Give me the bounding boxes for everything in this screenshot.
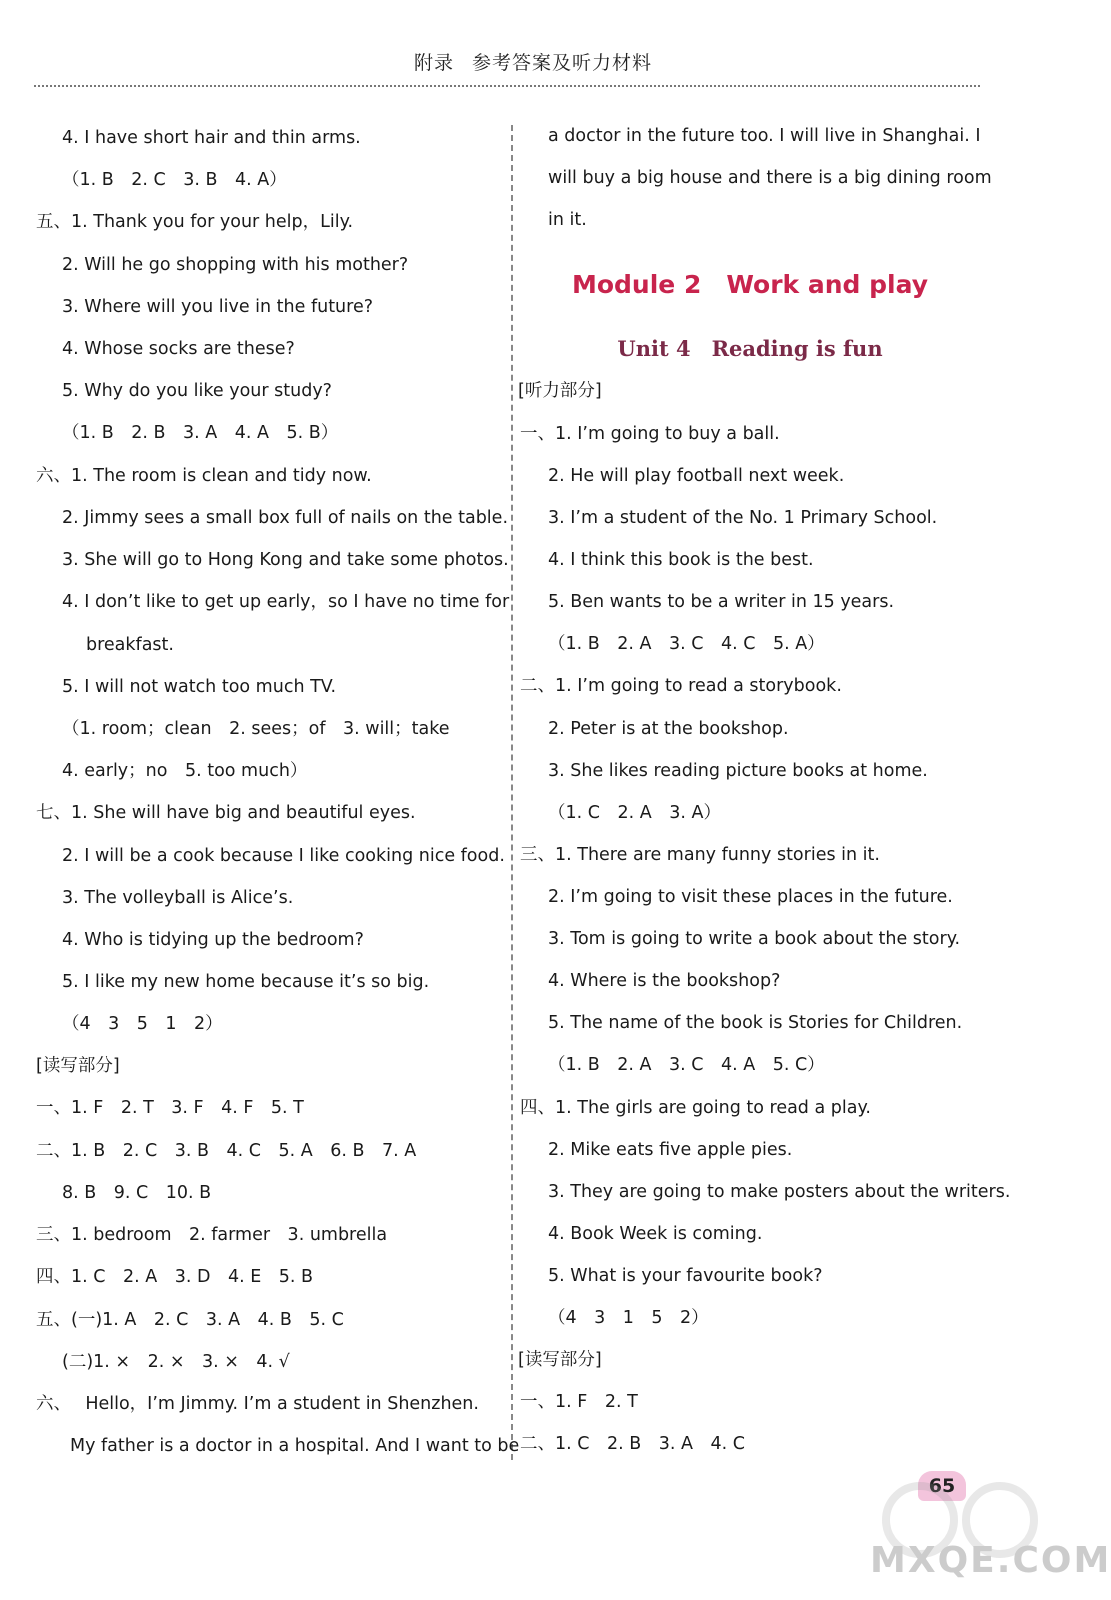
answer-line: 5. The name of the book is Stories for Children.: [548, 1013, 963, 1033]
answer-line: 4. Where is the bookshop?: [548, 971, 781, 991]
section-heading: 四、1. C 2. A 3. D 4. E 5. B: [36, 1267, 314, 1287]
part-heading: [读写部分]: [518, 1350, 602, 1370]
answer-line: 3. Where will you live in the future?: [62, 297, 374, 317]
section-heading: 二、1. I’m going to read a storybook.: [520, 676, 842, 696]
section-heading: 六、 Hello，I’m Jimmy. I’m a student in Shenzhen.: [36, 1394, 479, 1414]
section-heading: 七、1. She will have big and beautiful eyes.: [36, 803, 416, 823]
answer-line: 4. Whose socks are these?: [62, 339, 295, 359]
page-number: 65: [918, 1471, 966, 1501]
module-title: Module 2 Work and play: [571, 270, 929, 299]
answer-line: 3. She likes reading picture books at home.: [548, 761, 928, 781]
answer-line: 5. I will not watch too much TV.: [62, 677, 337, 697]
page-header: [0, 48, 1066, 75]
section-heading: 三、1. There are many funny stories in it.: [520, 845, 880, 865]
section-heading: 一、1. F 2. T: [520, 1392, 638, 1412]
section-heading: 二、1. C 2. B 3. A 4. C: [520, 1434, 745, 1454]
answer-line: （4 3 5 1 2）: [62, 1014, 223, 1034]
answer-line: 4. early；no 5. too much）: [62, 761, 308, 781]
answer-line: 2. I’m going to visit these places in the future.: [548, 887, 953, 907]
section-heading: 一、1. F 2. T 3. F 4. F 5. T: [36, 1098, 304, 1118]
answer-line: （1. B 2. B 3. A 4. A 5. B）: [62, 423, 339, 443]
part-heading: [读写部分]: [36, 1056, 120, 1076]
section-heading: 五、(一)1. A 2. C 3. A 4. B 5. C: [36, 1310, 344, 1330]
answer-line: （1. B 2. A 3. C 4. A 5. C）: [548, 1055, 825, 1075]
answer-line: 5. What is your favourite book?: [548, 1266, 823, 1286]
answer-line: 3. Tom is going to write a book about the story.: [548, 929, 961, 949]
answer-line: 3. The volleyball is Alice’s.: [62, 888, 294, 908]
answer-line: a doctor in the future too. I will live in Shanghai. I: [548, 126, 981, 146]
answer-line: 2. He will play football next week.: [548, 466, 845, 486]
answer-line: breakfast.: [86, 635, 174, 655]
answer-line: 5. Ben wants to be a writer in 15 years.: [548, 592, 895, 612]
answer-line: 2. Will he go shopping with his mother?: [62, 255, 409, 275]
answer-line: （1. C 2. A 3. A）: [548, 803, 721, 823]
part-heading: [听力部分]: [518, 381, 602, 401]
answer-line: 4. I don’t like to get up early，so I have no time for: [62, 592, 510, 612]
section-heading: 一、1. I’m going to buy a ball.: [520, 424, 780, 444]
answer-line: 4. I have short hair and thin arms.: [62, 128, 361, 148]
header-subtitle: 参考答案及听力材料: [472, 52, 653, 74]
answer-line: 4. Who is tidying up the bedroom?: [62, 930, 364, 950]
answer-line: 2. Jimmy sees a small box full of nails on the table.: [62, 508, 509, 528]
answer-line: （1. B 2. A 3. C 4. C 5. A）: [548, 634, 825, 654]
answer-line: will buy a big house and there is a big dining room: [548, 168, 992, 188]
answer-line: 8. B 9. C 10. B: [62, 1183, 212, 1203]
answer-line: 3. They are going to make posters about the writers.: [548, 1182, 1011, 1202]
answer-line: in it.: [548, 210, 587, 230]
unit-title: Unit 4 Reading is fun: [617, 336, 883, 361]
section-heading: 二、1. B 2. C 3. B 4. C 5. A 6. B 7. A: [36, 1141, 417, 1161]
answer-line: （1. B 2. C 3. B 4. A）: [62, 170, 287, 190]
answer-line: 4. I think this book is the best.: [548, 550, 814, 570]
answer-line: 3. She will go to Hong Kong and take some photos.: [62, 550, 509, 570]
section-heading: 五、1. Thank you for your help，Lily.: [36, 212, 354, 232]
answer-line: 4. Book Week is coming.: [548, 1224, 763, 1244]
answer-line: 5. I like my new home because it’s so big.: [62, 972, 430, 992]
section-heading: 六、1. The room is clean and tidy now.: [36, 466, 372, 486]
column-divider: [511, 125, 513, 1460]
answer-line: My father is a doctor in a hospital. And I want to be: [70, 1436, 520, 1456]
answer-line: 3. I’m a student of the No. 1 Primary School.: [548, 508, 938, 528]
section-heading: 四、1. The girls are going to read a play.: [520, 1098, 871, 1118]
header-divider: [34, 85, 980, 87]
answer-line: 2. Mike eats five apple pies.: [548, 1140, 793, 1160]
answer-line: 2. I will be a cook because I like cooking nice food.: [62, 846, 505, 866]
answer-line: 2. Peter is at the bookshop.: [548, 719, 789, 739]
watermark-text: MXQE.COM: [870, 1540, 1111, 1581]
header-appendix: 附录: [413, 52, 454, 74]
section-heading: 三、1. bedroom 2. farmer 3. umbrella: [36, 1225, 388, 1245]
answer-line: （1. room；clean 2. sees；of 3. will；take: [62, 719, 450, 739]
answer-line: (二)1. × 2. × 3. × 4. √: [62, 1352, 290, 1372]
answer-line: 5. Why do you like your study?: [62, 381, 332, 401]
answer-line: （4 3 1 5 2）: [548, 1308, 709, 1328]
